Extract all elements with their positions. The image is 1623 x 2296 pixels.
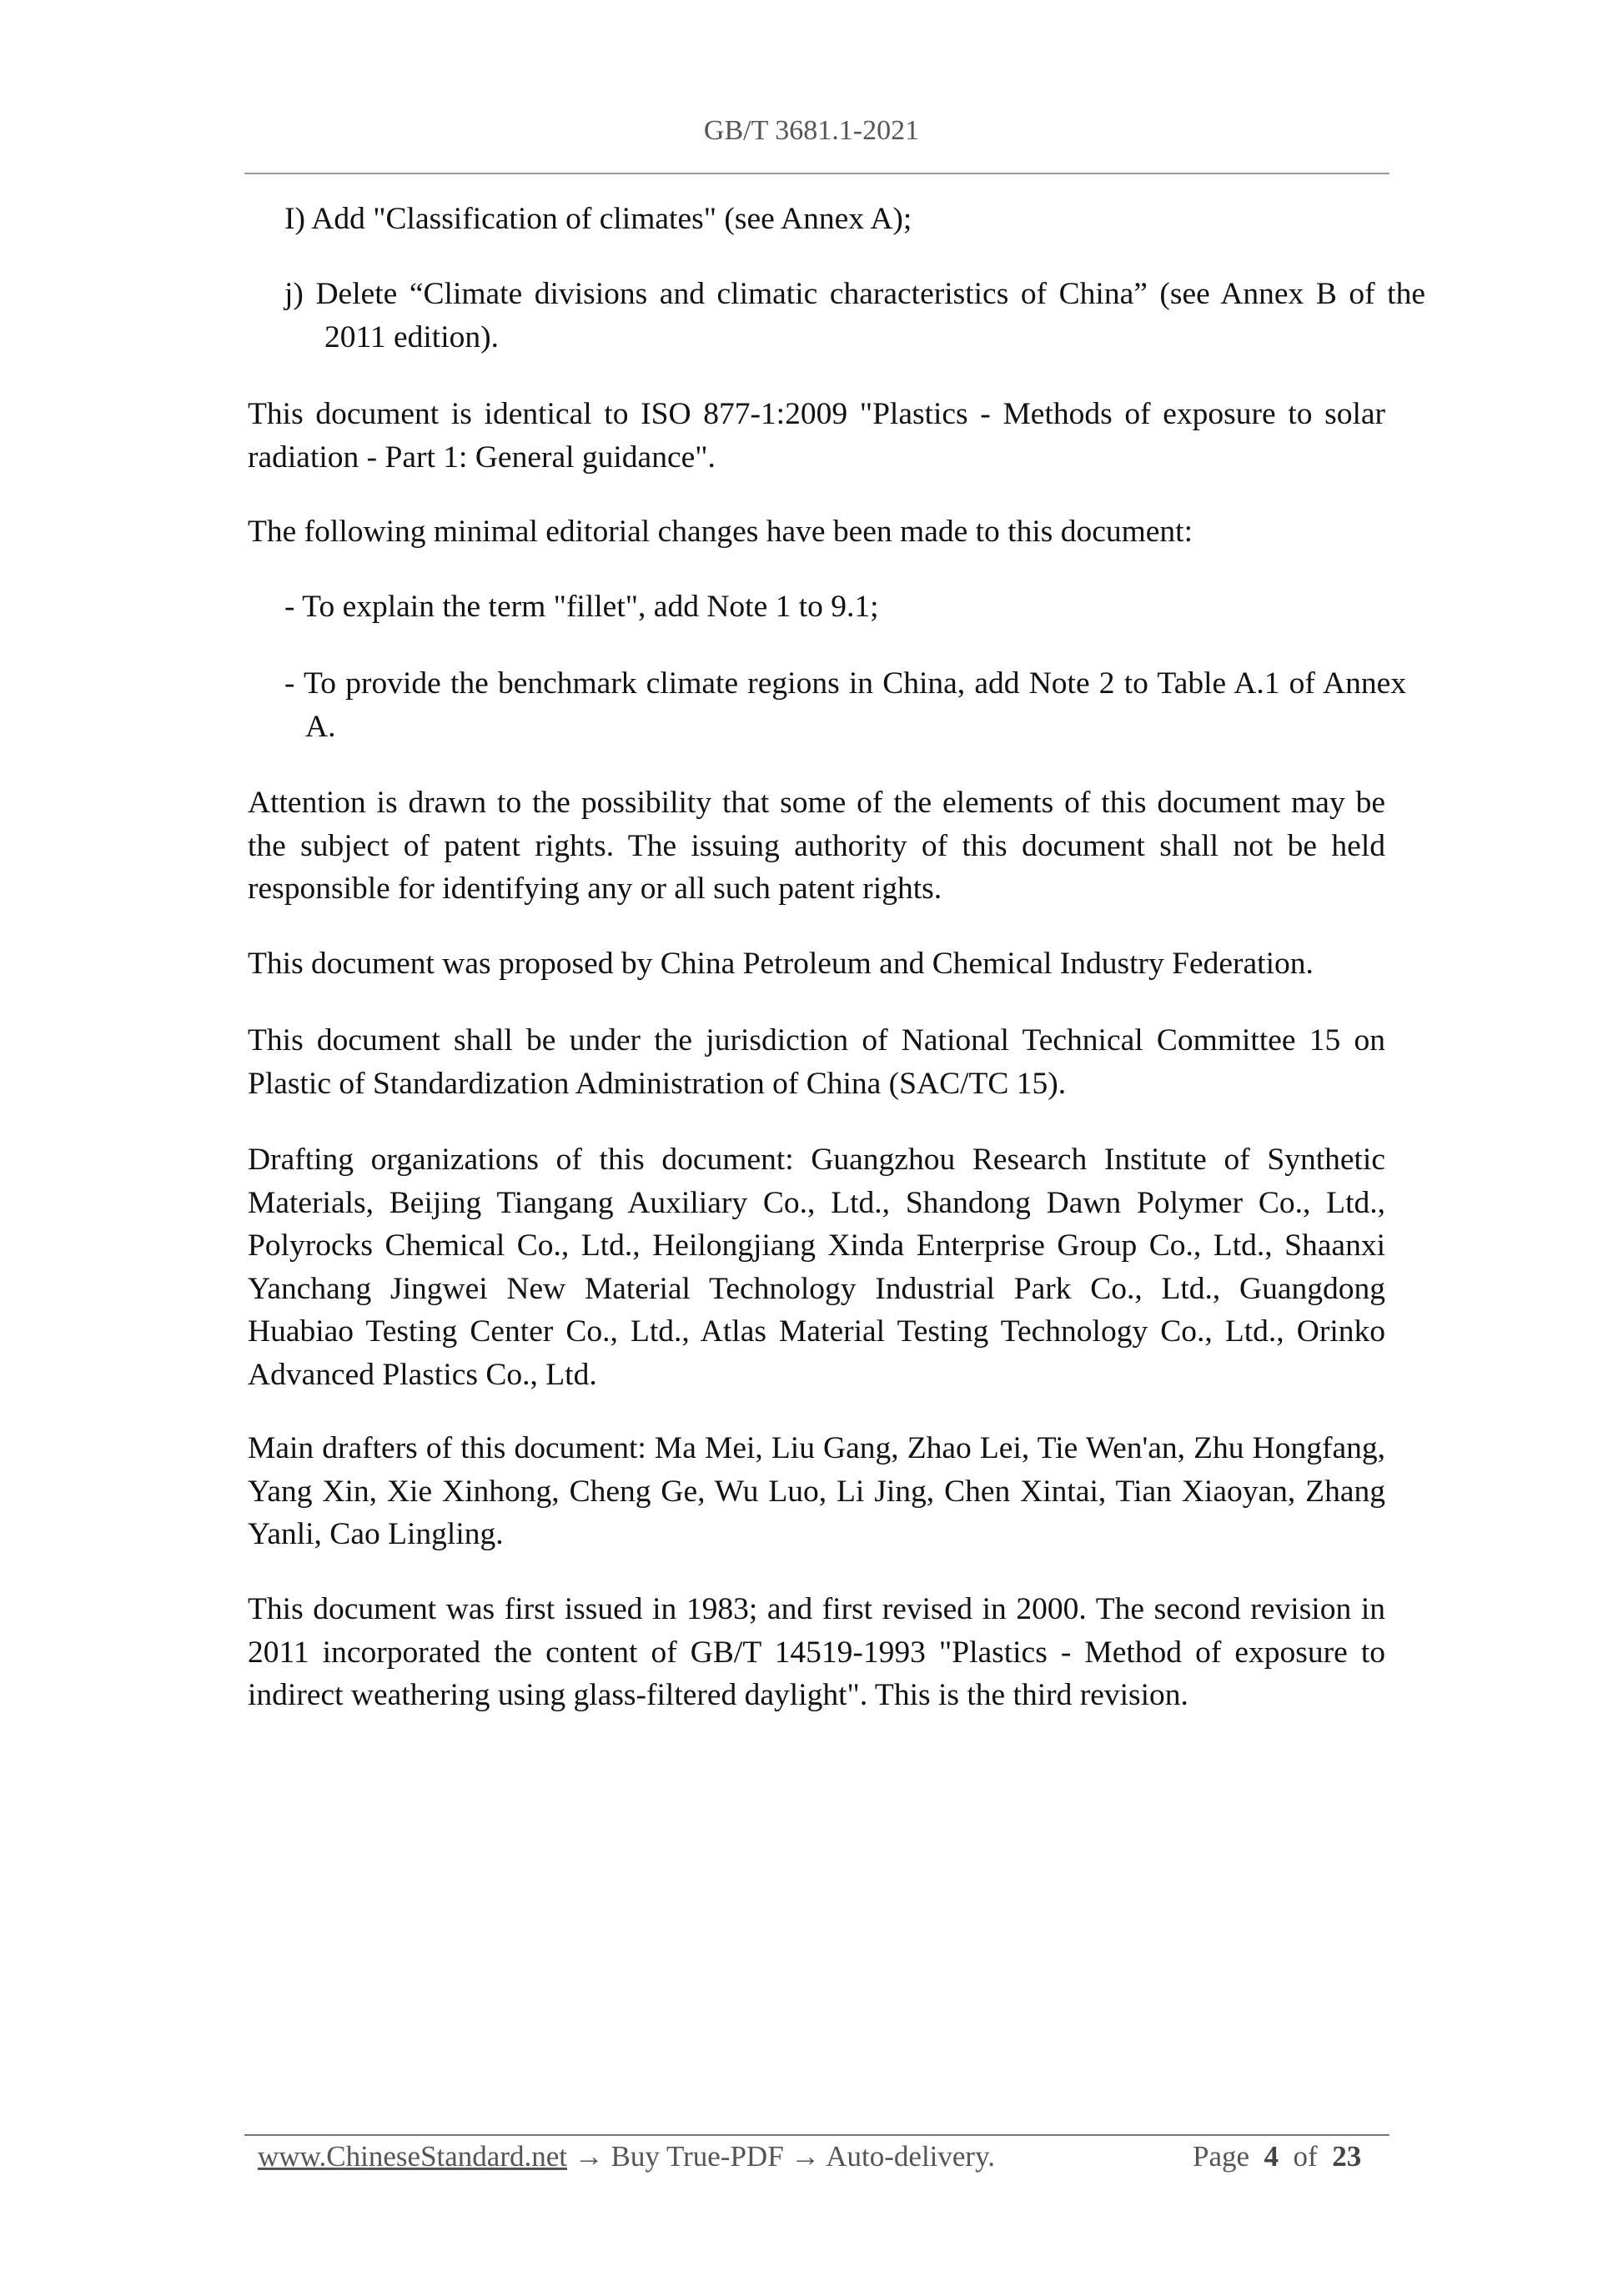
document-id-header: GB/T 3681.1-2021 [703,115,920,146]
page-label: Page [1193,2140,1250,2173]
paragraph-drafting-organizations: Drafting organizations of this document: Guangzhou Research Institute of Synthetic Materials, Beijing Tiangang Auxiliary Co., Ltd., Shandong Dawn Polymer Co., Ltd., Polyrocks Chemical Co., Ltd., Heilongjiang Xinda Enterprise Group Co., Ltd., Shaanxi Yanchang Jingwei New Material Technology Industrial Park Co., Ltd., Guangdong Huabiao Testing Center Co., Ltd., Atlas Material Testing Technology Co., Ltd., Orinko Advanced Plastics Co., Ltd. [248,1143,1385,1392]
paragraph-changes: The following minimal editorial changes have been made to this document: [248,515,1193,549]
footer-divider [244,2134,1389,2136]
of-label: of [1293,2140,1318,2173]
change-item-2: - To provide the benchmark climate regions in China, add Note 2 to Table A.1 of Annex A. [284,666,1406,744]
total-pages: 23 [1332,2140,1362,2173]
website-link[interactable]: www.ChineseStandard.net [258,2140,567,2173]
auto-delivery-text: Auto-delivery. [826,2140,996,2173]
arrow-right-icon: → [791,2140,821,2173]
page-number [1193,2140,1361,2173]
list-item-j: j) Delete “Climate divisions and climatic characteristics of China” (see Annex B of the 2011 edition). [284,277,1425,354]
buy-pdf-text: Buy True-PDF [611,2140,784,2173]
change-item-1: - To explain the term "fillet", add Note 1 to 9.1; [284,590,879,624]
current-page: 4 [1264,2140,1279,2173]
list-item-l: I) Add "Classification of climates" (see Annex A); [284,202,912,236]
paragraph-history: This document was first issued in 1983; and first revised in 2000. The second revision in 2011 incorporated the content of GB/T 14519-1993 "Plastics - Method of exposure to indirect weathering using glass-filtered daylight". This is the third revision. [248,1592,1385,1712]
paragraph-proposed: This document was proposed by China Petroleum and Chemical Industry Federation. [248,947,1314,981]
paragraph-main-drafters: Main drafters of this document: Ma Mei, Liu Gang, Zhao Lei, Tie Wen'an, Zhu Hongfang, Yang Xin, Xie Xinhong, Cheng Ge, Wu Luo, Li Jing, Chen Xintai, Tian Xiaoyan, Zhang Yanli, Cao Lingling. [248,1431,1385,1551]
header-divider [244,173,1389,174]
arrow-right-icon: → [574,2140,604,2173]
paragraph-identical: This document is identical to ISO 877-1:2009 "Plastics - Methods of exposure to solar radiation - Part 1: General guidance". [248,397,1385,475]
paragraph-attention: Attention is drawn to the possibility that some of the elements of this document may be the subject of patent rights. The issuing authority of this document shall not be held responsible for identifying any or all such patent rights. [248,786,1385,906]
footer-links [258,2140,995,2173]
paragraph-jurisdiction: This document shall be under the jurisdiction of National Technical Committee 15 on Plastic of Standardization Administration of China (SAC/TC 15). [248,1023,1385,1101]
